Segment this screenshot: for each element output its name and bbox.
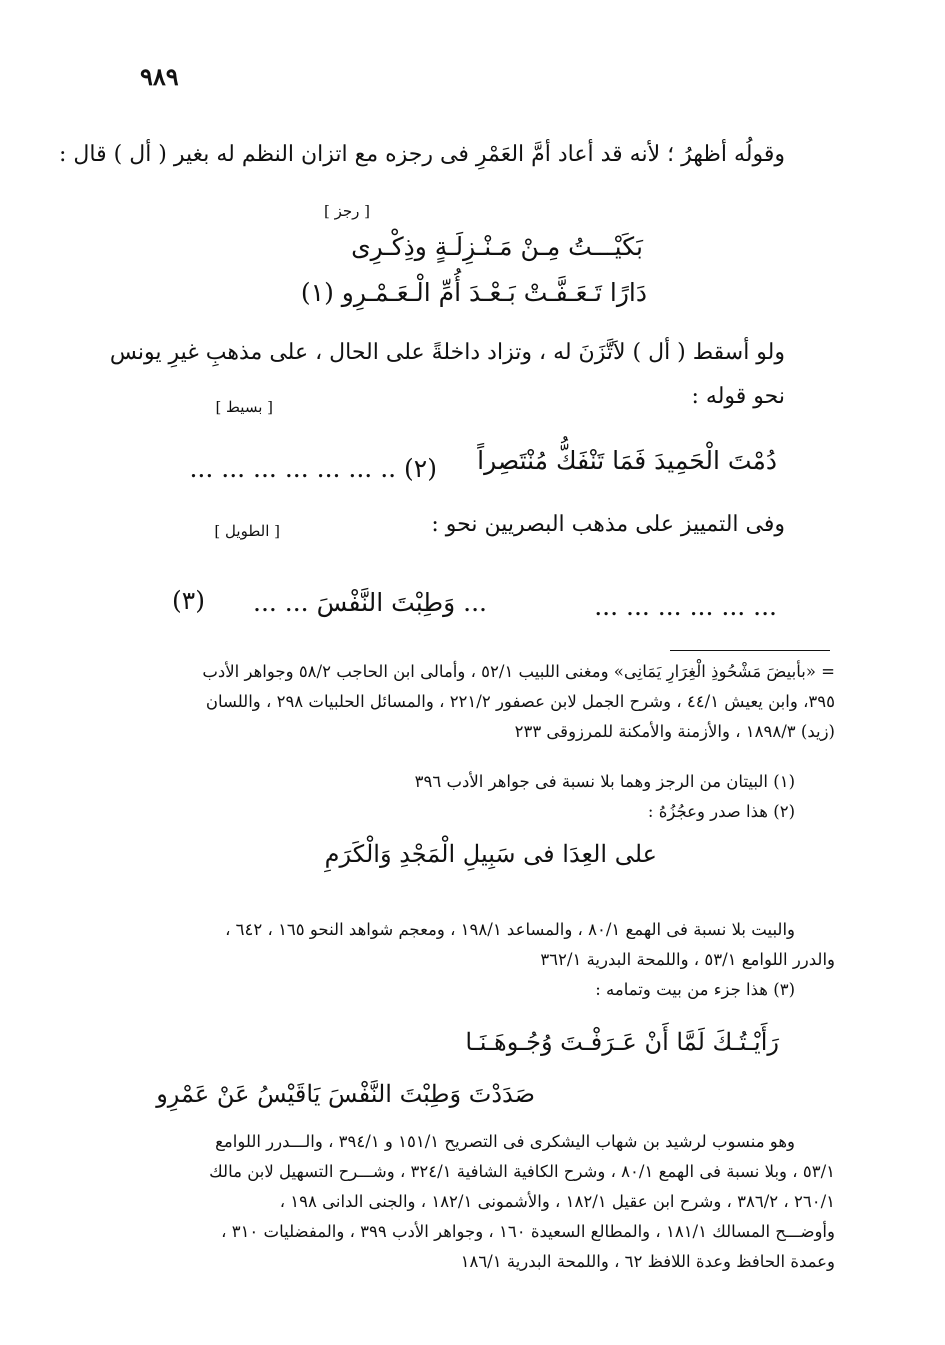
paragraph-1: وقولُه أظهرُ ؛ لأنه قد أعاد أمَّ العَمْرِ فى رجزه مع اتزان النظم له بغير ( أل ) قال : — [59, 142, 785, 167]
footnote-divider — [670, 650, 830, 651]
meter-label-basit: [ بسيط ] — [215, 398, 273, 416]
verse-3-footnote-ref: (٣) — [172, 586, 205, 615]
footnote-3-line-3: ٢٦٠/١ ، ٣٨٦/٢ ، وشرح ابن عقيل ١٨٢/١ ، والأشمونى ١٨٢/١ ، والجنى الدانى ١٩٨ ، — [279, 1192, 835, 1211]
meter-label-tawil: [ الطويل ] — [214, 522, 280, 540]
page-number: ٩٨٩ — [140, 62, 179, 91]
verse-1-line-1: بَكَيْـــتُ مِـنْ مَـنْـزِلَـةٍ وذِكْـرِى — [351, 232, 643, 261]
footnote-3-intro: (٣) هذا جزء من بيت وتمامه : — [595, 980, 795, 999]
footnote-3-verse-2: صَدَدْتَ وَطِبْتَ النَّفْسَ يَاقَيْسُ عَنْ عَمْرِو — [156, 1080, 535, 1108]
verse-3-dots: ... ... ... ... ... ... — [594, 592, 777, 621]
footnote-1: (١) البيتان من الرجز وهما بلا نسبة فى جواهر الأدب ٣٩٦ — [414, 772, 795, 791]
footnote-3-verse-1: رَأَيْـتُـكَ لَمَّا أَنْ عَـرَفْـتَ وُجُـوهَـنَـا — [465, 1028, 779, 1056]
footnote-3-line-2: ٥٣/١ ، وبلا نسبة فى الهمع ٨٠/١ ، وشرح الكافية الشافية ٣٢٤/١ ، وشـــرح التسهيل لابن مالك — [209, 1162, 835, 1181]
footnote-3-line-5: وعمدة الحافظ وعدة اللافظ ٦٢ ، واللمحة البدرية ١٨٦/١ — [460, 1252, 835, 1271]
paragraph-4: وفى التمييز على مذهب البصريين نحو : — [431, 512, 785, 537]
meter-label-rajaz: [ رجز ] — [323, 202, 370, 220]
verse-1-line-2: دَارًا تَـعَـفَّـتْ بَـعْـدَ أُمِّ الْـعَـمْـرِو (١) — [300, 278, 647, 307]
footnote-3-line-1: وهو منسوب لرشيد بن شهاب اليشكرى فى التصريح ١٥١/١ و ٣٩٤/١ ، والـــدرر اللوامع — [215, 1132, 795, 1151]
footnote-continuation-line-2: ٣٩٥، وابن يعيش ٤٤/١ ، وشرح الجمل لابن عصفور ٢٢١/٢ ، والمسائل الحلبيات ٢٩٨ ، واللسان — [205, 692, 835, 711]
footnote-continuation-line-3: (زيد) ١٨٩٨/٣ ، والأزمنة والأمكنة للمرزوقى ٢٣٣ — [514, 722, 835, 741]
footnote-continuation-line-1: = «بأبيضَ مَشْحُوذِ الْغِرَارِ يَمَانِى» ومغنى اللبيب ٥٢/١ ، وأمالى ابن الحاجب ٥٨/٢ وجواهر الأدب — [202, 662, 835, 681]
verse-2-text: دُمْتَ الْحَمِيدَ فَمَا تَنْفَكُّ مُنْتَصِراً — [477, 446, 777, 475]
footnote-2-line-1: والبيت بلا نسبة فى الهمع ٨٠/١ ، والمساعد ١٩٨/١ ، ومعجم شواهد النحو ١٦٥ ، ٦٤٢ ، — [225, 920, 795, 939]
verse-2-dots: (٢) .. ... ... ... ... ... ... — [189, 454, 437, 483]
footnote-2-line-2: والدرر اللوامع ٥٣/١ ، واللمحة البدرية ٣٦٢/١ — [540, 950, 835, 969]
footnote-2-verse: على العِدَا فى سَبِيلِ الْمَجْدِ وَالْكَرَمِ — [324, 840, 657, 868]
paragraph-3: نحو قوله : — [691, 384, 785, 409]
paragraph-2: ولو أسقط ( أل ) لاَتَّزَنَ له ، وتزاد داخلةً على الحال ، على مذهبِ غيرِ يونس — [109, 340, 785, 365]
verse-3-text: ... وَطِبْتَ النَّفْسَ ... ... — [253, 588, 487, 617]
footnote-2-intro: (٢) هذا صدر وعجُزُهُ : — [647, 802, 795, 821]
footnote-3-line-4: وأوضـــح المسالك ١٨١/١ ، والمطالع السعيدة ١٦٠ ، وجواهر الأدب ٣٩٩ ، والمفضليات ٣١٠ ، — [221, 1222, 835, 1241]
